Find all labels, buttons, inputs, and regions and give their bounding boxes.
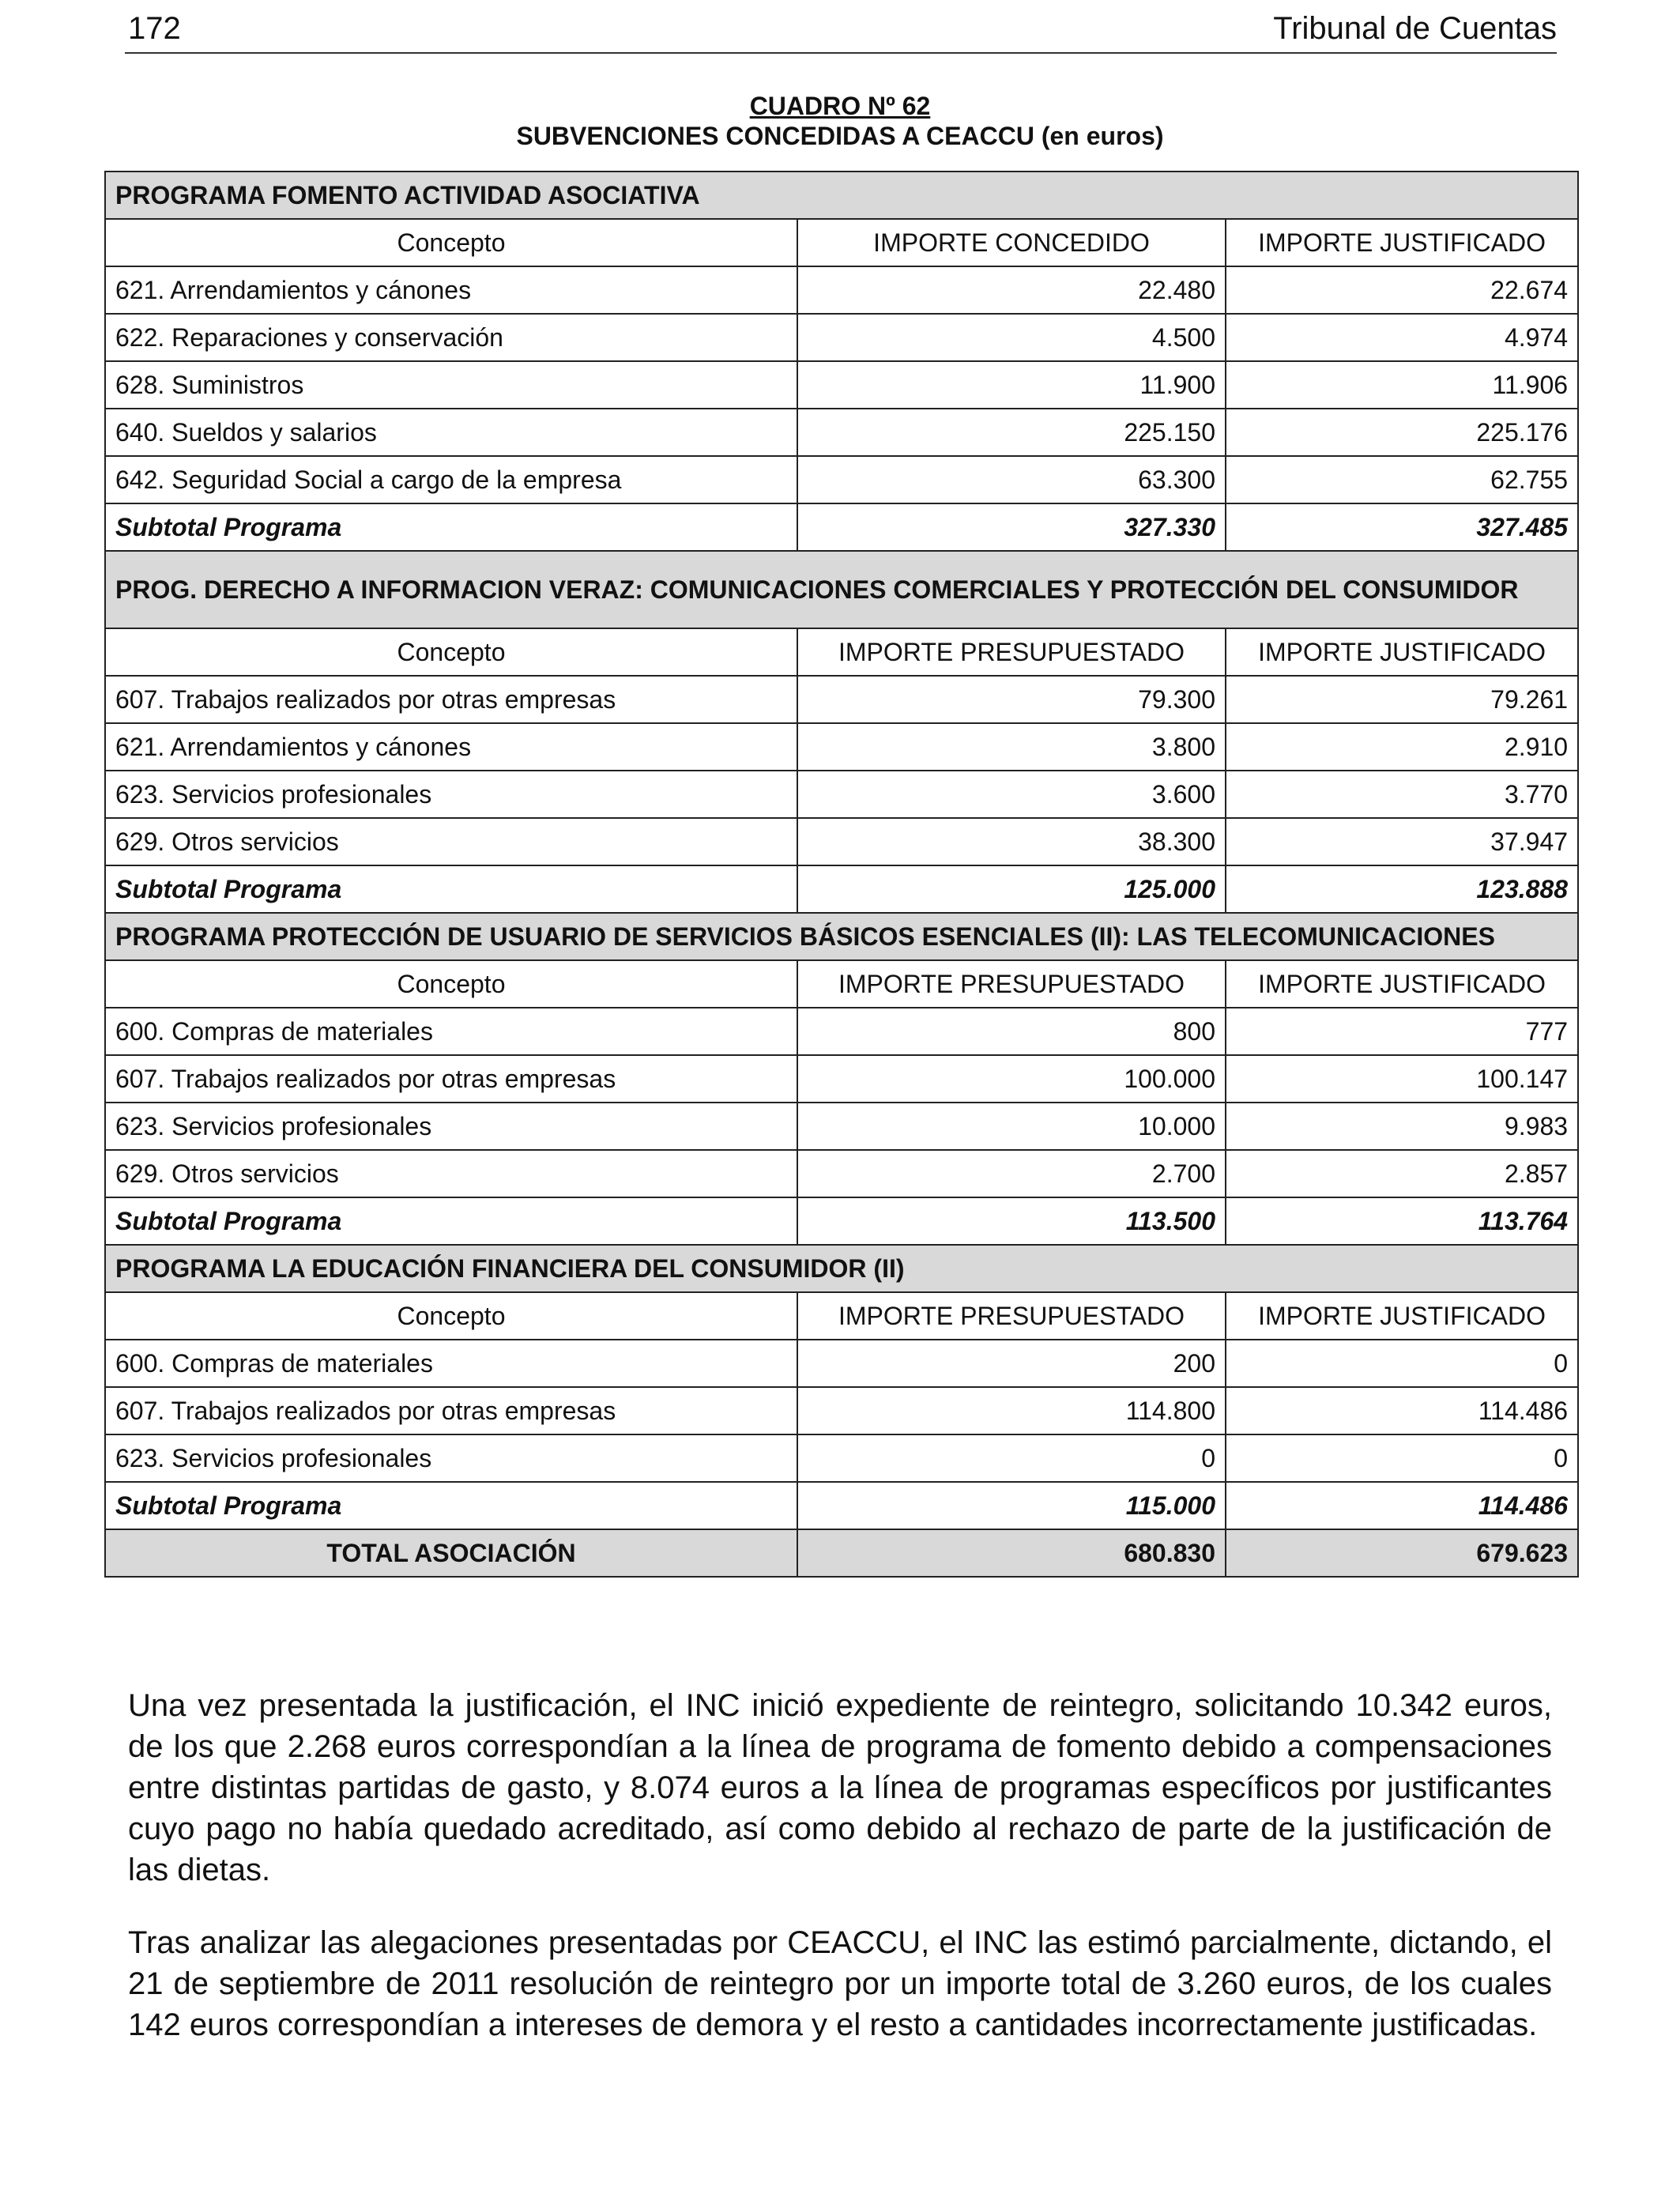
column-header-row (105, 219, 1578, 266)
table-row (105, 1150, 1578, 1197)
table-row (105, 1055, 1578, 1103)
concept-cell: 607. Trabajos realizados por otras empresas (105, 1055, 797, 1103)
total-amount: 680.830 (797, 1529, 1226, 1577)
subtotal-row (105, 1197, 1578, 1245)
table-row (105, 1340, 1578, 1387)
justified-cell: 0 (1226, 1340, 1578, 1387)
amount-cell: 10.000 (797, 1103, 1226, 1150)
table-row (105, 1103, 1578, 1150)
section-title: PROGRAMA PROTECCIÓN DE USUARIO DE SERVICIOS BÁSICOS ESENCIALES (II): LAS TELECOMUNICACIONES (105, 913, 1578, 960)
section-title: PROG. DERECHO A INFORMACION VERAZ: COMUNICACIONES COMERCIALES Y PROTECCIÓN DEL CONSUMIDOR (105, 551, 1578, 628)
section-header-row (105, 913, 1578, 960)
amount-cell: 22.480 (797, 266, 1226, 314)
table-row (105, 1008, 1578, 1055)
amount-cell: 225.150 (797, 409, 1226, 456)
amount-cell: 100.000 (797, 1055, 1226, 1103)
justified-cell: 9.983 (1226, 1103, 1578, 1150)
column-header: IMPORTE PRESUPUESTADO (797, 628, 1226, 676)
column-header: Concepto (105, 219, 797, 266)
amount-cell: 800 (797, 1008, 1226, 1055)
column-header: IMPORTE CONCEDIDO (797, 219, 1226, 266)
table-row (105, 1434, 1578, 1482)
paragraph-reintegro-expediente: Una vez presentada la justificación, el INC inició expediente de reintegro, solicitando 10.342 euros, de los que 2.268 euros correspondían a la línea de programa de fomento debido a compensaciones entre distintas partidas de gasto, y 8.074 euros a la línea de programas específicos por justificantes cuyo pago no había quedado acreditado, así como debido al rechazo de parte de la justificación de las dietas. (128, 1688, 1552, 1887)
table-title: SUBVENCIONES CONCEDIDAS A CEACCU (en euros) (516, 122, 1164, 150)
subtotal-justified: 327.485 (1226, 503, 1578, 551)
page-header (125, 11, 1557, 54)
table-row (105, 314, 1578, 361)
subtotal-amount: 327.330 (797, 503, 1226, 551)
amount-cell: 200 (797, 1340, 1226, 1387)
concept-cell: 640. Sueldos y salarios (105, 409, 797, 456)
amount-cell: 4.500 (797, 314, 1226, 361)
subtotal-label: Subtotal Programa (105, 1482, 797, 1529)
section-title: PROGRAMA LA EDUCACIÓN FINANCIERA DEL CONSUMIDOR (II) (105, 1245, 1578, 1292)
subtotal-amount: 125.000 (797, 865, 1226, 913)
total-label: TOTAL ASOCIACIÓN (105, 1529, 797, 1577)
running-title: Tribunal de Cuentas (1273, 11, 1557, 46)
subtotal-row (105, 1482, 1578, 1529)
column-header: Concepto (105, 628, 797, 676)
concept-cell: 607. Trabajos realizados por otras empresas (105, 1387, 797, 1434)
table-row (105, 771, 1578, 818)
table-row (105, 456, 1578, 503)
total-row (105, 1529, 1578, 1577)
justified-cell: 62.755 (1226, 456, 1578, 503)
subsidies-table (104, 171, 1579, 1578)
amount-cell: 38.300 (797, 818, 1226, 865)
justified-cell: 2.857 (1226, 1150, 1578, 1197)
table-row (105, 723, 1578, 771)
concept-cell: 628. Suministros (105, 361, 797, 409)
subtotal-justified: 123.888 (1226, 865, 1578, 913)
table-row (105, 266, 1578, 314)
column-header-row (105, 1292, 1578, 1340)
section-title: PROGRAMA FOMENTO ACTIVIDAD ASOCIATIVA (105, 172, 1578, 219)
subtotal-row (105, 865, 1578, 913)
concept-cell: 642. Seguridad Social a cargo de la empresa (105, 456, 797, 503)
concept-cell: 623. Servicios profesionales (105, 1103, 797, 1150)
amount-cell: 114.800 (797, 1387, 1226, 1434)
amount-cell: 79.300 (797, 676, 1226, 723)
column-header: IMPORTE JUSTIFICADO (1226, 1292, 1578, 1340)
subtotal-label: Subtotal Programa (105, 503, 797, 551)
column-header-row (105, 960, 1578, 1008)
section-header-row (105, 1245, 1578, 1292)
amount-cell: 2.700 (797, 1150, 1226, 1197)
subtotal-label: Subtotal Programa (105, 865, 797, 913)
table-row (105, 818, 1578, 865)
page-number: 172 (128, 11, 181, 46)
column-header: IMPORTE JUSTIFICADO (1226, 628, 1578, 676)
justified-cell: 4.974 (1226, 314, 1578, 361)
table-row (105, 676, 1578, 723)
subtotal-justified: 113.764 (1226, 1197, 1578, 1245)
concept-cell: 621. Arrendamientos y cánones (105, 266, 797, 314)
column-header: IMPORTE JUSTIFICADO (1226, 960, 1578, 1008)
amount-cell: 11.900 (797, 361, 1226, 409)
amount-cell: 0 (797, 1434, 1226, 1482)
subtotal-label: Subtotal Programa (105, 1197, 797, 1245)
subtotal-row (105, 503, 1578, 551)
concept-cell: 600. Compras de materiales (105, 1340, 797, 1387)
amount-cell: 3.600 (797, 771, 1226, 818)
column-header: IMPORTE PRESUPUESTADO (797, 960, 1226, 1008)
justified-cell: 777 (1226, 1008, 1578, 1055)
justified-cell: 114.486 (1226, 1387, 1578, 1434)
section-header-row (105, 172, 1578, 219)
column-header: Concepto (105, 1292, 797, 1340)
concept-cell: 623. Servicios profesionales (105, 771, 797, 818)
amount-cell: 63.300 (797, 456, 1226, 503)
justified-cell: 225.176 (1226, 409, 1578, 456)
justified-cell: 22.674 (1226, 266, 1578, 314)
paragraph-resolucion: Tras analizar las alegaciones presentadas por CEACCU, el INC las estimó parcialmente, dictando, el 21 de septiembre de 2011 resolución de reintegro por un importe total de 3.260 euros, de los cuales 142 euros correspondían a intereses de demora y el resto a cantidades incorrectamente justificadas. (128, 1925, 1552, 2042)
justified-cell: 0 (1226, 1434, 1578, 1482)
column-header-row (105, 628, 1578, 676)
total-justified: 679.623 (1226, 1529, 1578, 1577)
concept-cell: 622. Reparaciones y conservación (105, 314, 797, 361)
section-header-row (105, 551, 1578, 628)
column-header: IMPORTE JUSTIFICADO (1226, 219, 1578, 266)
concept-cell: 629. Otros servicios (105, 1150, 797, 1197)
concept-cell: 623. Servicios profesionales (105, 1434, 797, 1482)
table-row (105, 409, 1578, 456)
concept-cell: 600. Compras de materiales (105, 1008, 797, 1055)
justified-cell: 2.910 (1226, 723, 1578, 771)
justified-cell: 37.947 (1226, 818, 1578, 865)
subtotal-amount: 113.500 (797, 1197, 1226, 1245)
justified-cell: 3.770 (1226, 771, 1578, 818)
column-header: IMPORTE PRESUPUESTADO (797, 1292, 1226, 1340)
justified-cell: 11.906 (1226, 361, 1578, 409)
table-row (105, 1387, 1578, 1434)
column-header: Concepto (105, 960, 797, 1008)
subtotal-justified: 114.486 (1226, 1482, 1578, 1529)
amount-cell: 3.800 (797, 723, 1226, 771)
table-row (105, 361, 1578, 409)
justified-cell: 79.261 (1226, 676, 1578, 723)
concept-cell: 629. Otros servicios (105, 818, 797, 865)
justified-cell: 100.147 (1226, 1055, 1578, 1103)
concept-cell: 621. Arrendamientos y cánones (105, 723, 797, 771)
concept-cell: 607. Trabajos realizados por otras empresas (105, 676, 797, 723)
table-number: CUADRO Nº 62 (749, 92, 931, 120)
subtotal-amount: 115.000 (797, 1482, 1226, 1529)
